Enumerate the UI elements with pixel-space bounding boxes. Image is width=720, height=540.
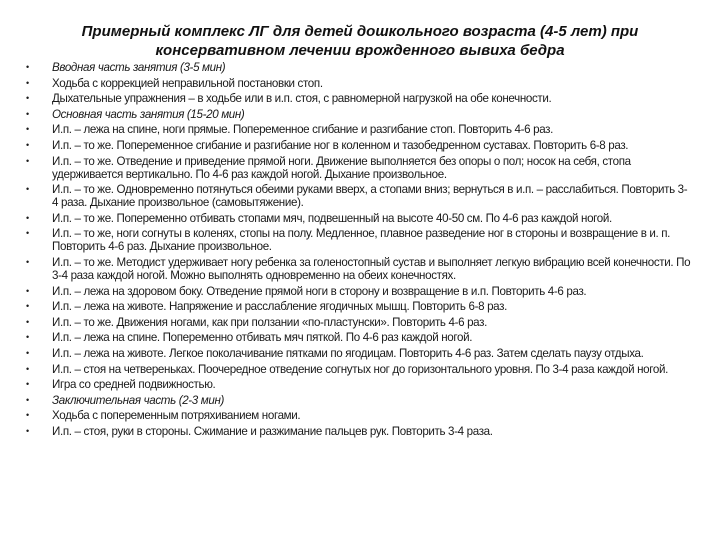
list-item: [0, 155, 692, 181]
section-heading: Основная часть занятия (15-20 мин): [52, 107, 245, 121]
list-item: [0, 409, 692, 422]
page-title: Примерный комплекс ЛГ для детей дошкольного возраста (4-5 лет) при консервативном лечении врожденного вывиха бедра: [81, 23, 639, 59]
bullet-icon: •: [26, 139, 29, 150]
list-item-text: Дыхательные упражнения – в ходьбе или в и.п. стоя, с равномерной нагрузкой на обе конечности.: [52, 92, 552, 106]
list-item: [0, 285, 692, 298]
bullet-icon: •: [26, 124, 29, 135]
list-item: [0, 77, 692, 90]
bullet-icon: •: [26, 285, 29, 296]
list-item: [0, 331, 692, 344]
list-item-text: Ходьба с попеременным потряхиванием ногами.: [52, 409, 301, 423]
list-item-text: И.п. – стоя на четвереньках. Поочередное отведение согнутых ног до горизонтального уровня. По 3-4 раза каждой ногой.: [52, 362, 668, 376]
bullet-icon: •: [26, 379, 29, 390]
bullet-icon: •: [26, 93, 29, 104]
list-item: [0, 92, 692, 105]
bullet-icon: •: [26, 394, 29, 405]
bullet-icon: •: [26, 316, 29, 327]
bullet-icon: •: [26, 410, 29, 421]
list-item: [0, 300, 692, 313]
bullet-icon: •: [26, 425, 29, 436]
list-item: [0, 139, 692, 152]
list-item: [0, 256, 692, 282]
list-item-text: И.п. – то же, ноги согнуты в коленях, стопы на полу. Медленное, плавное разведение ног в стороны и возвращение в и. п. Повторить 4-6 раз. Дыхание произвольное.: [52, 227, 671, 254]
list-item: [0, 108, 692, 121]
bullet-icon: •: [26, 212, 29, 223]
list-item-text: И.п. – лежа на здоровом боку. Отведение прямой ноги в сторону и возвращение в и.п. Повторить 4-6 раз.: [52, 284, 587, 298]
list-item-text: И.п. – то же. Методист удерживает ногу ребенка за голеностопный сустав и выполняет легкую вибрацию всей конечности. По 3-4 раза каждой ногой. Можно выполнять одновременно на обеих конечностях.: [52, 255, 691, 282]
bullet-icon: •: [26, 184, 29, 195]
list-item-text: И.п. – то же. Попеременно отбивать стопами мяч, подвешенный на высоте 40-50 см. По 4-6 раз каждой ногой.: [52, 211, 612, 225]
bullet-icon: •: [26, 301, 29, 312]
list-item: [0, 378, 692, 391]
bullet-icon: •: [26, 332, 29, 343]
list-item: [0, 212, 692, 225]
list-item-text: И.п. – то же. Отведение и приведение прямой ноги. Движение выполняется без опоры о пол; носок на себя, стопа удерживается вертикально. По 4-6 раз каждой ногой. Дыхание произвольное.: [52, 154, 631, 181]
list-item: [0, 183, 692, 209]
section-heading: Вводная часть занятия (3-5 мин): [52, 61, 226, 74]
list-item: [0, 123, 692, 136]
list-item-text: И.п. – лежа на спине, ноги прямые. Попеременное сгибание и разгибание стоп. Повторить 4-6 раз.: [52, 123, 554, 137]
list-item-text: И.п. – лежа на спине. Попеременно отбивать мяч пяткой. По 4-6 раз каждой ногой.: [52, 331, 473, 345]
list-item-text: И.п. – то же. Одновременно потянуться обеими руками вверх, а стопами вниз; вернуться в и.п. – расслабиться. Повторить 3-4 раза. Дыхание произвольное (самовытяжение).: [52, 183, 688, 210]
bullet-icon: •: [26, 256, 29, 267]
list-item-text: И.п. – то же. Попеременное сгибание и разгибание ног в коленном и тазобедренном суставах. Повторить 6-8 раз.: [52, 138, 629, 152]
list-item-text: И.п. – стоя, руки в стороны. Сжимание и разжимание пальцев рук. Повторить 3-4 раза.: [52, 424, 493, 438]
bullet-icon: •: [26, 77, 29, 88]
list-item-text: И.п. – то же. Движения ногами, как при ползании «по-пластунски». Повторить 4-6 раз.: [52, 315, 487, 329]
list-item: [0, 425, 692, 438]
list-item: [0, 227, 692, 253]
list-item: [0, 61, 692, 74]
list-item: [0, 316, 692, 329]
bullet-icon: •: [26, 108, 29, 119]
bullet-icon: •: [26, 363, 29, 374]
bullet-icon: •: [26, 228, 29, 239]
section-heading: Заключительная часть (2-3 мин): [52, 393, 225, 407]
bullet-icon: •: [26, 62, 29, 72]
list-item-text: И.п. – лежа на животе. Легкое поколачивание пятками по ягодицам. Повторить 4-6 раз. Затем сделать паузу отдыха.: [52, 346, 644, 360]
bullet-icon: •: [26, 347, 29, 358]
list-item: [0, 394, 692, 407]
exercise-list: [0, 61, 720, 440]
list-item-text: Ходьба с коррекцией неправильной постановки стоп.: [52, 76, 323, 90]
list-item-text: Игра со средней подвижностью.: [52, 378, 216, 392]
bullet-icon: •: [26, 155, 29, 166]
list-item: [0, 347, 692, 360]
list-item-text: И.п. – лежа на животе. Напряжение и расслабление ягодичных мышц. Повторить 6-8 раз.: [52, 300, 507, 314]
list-item: [0, 363, 692, 376]
